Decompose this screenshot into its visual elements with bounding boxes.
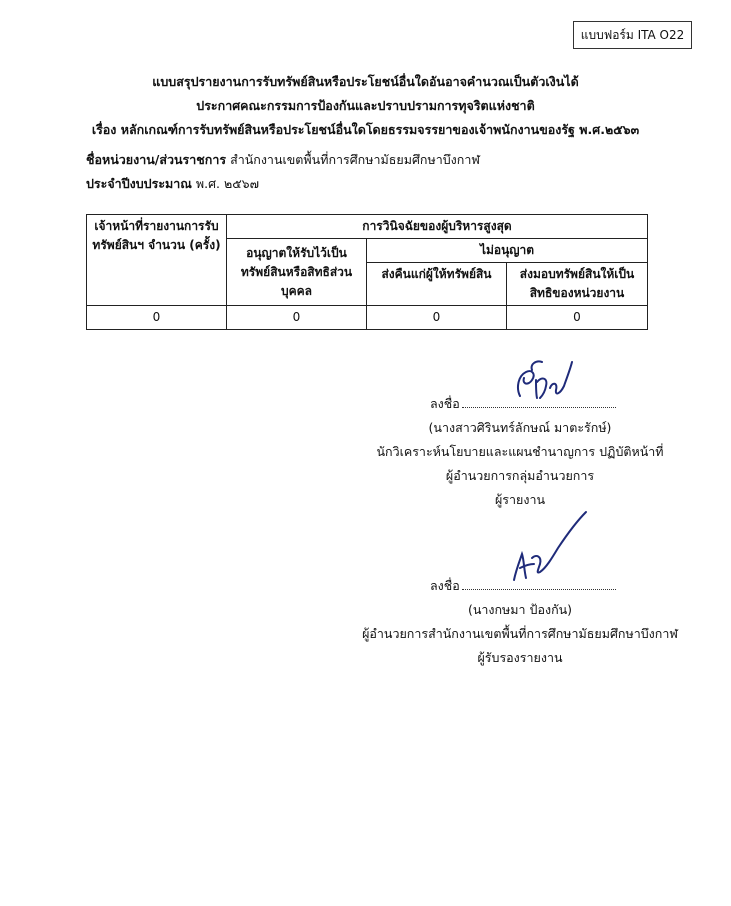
reporter-sign-line (430, 394, 616, 414)
fiscal-year-label: ประจำปีงบประมาณ (86, 176, 192, 191)
form-label-text: แบบฟอร์ม ITA O22 (580, 27, 685, 42)
form-label-box (573, 21, 692, 49)
header-allowed: อนุญาตให้รับไว้เป็นทรัพย์สินหรือสิทธิส่วนบุคคล (227, 239, 367, 306)
header-not-allowed: ไม่อนุญาต (367, 239, 648, 263)
cell-return: 0 (367, 306, 507, 330)
header-officer-count: เจ้าหน้าที่รายงานการรับทรัพย์สินฯ จำนวน (ครั้ง) (87, 215, 227, 306)
certifier-signature-image (506, 508, 590, 586)
summary-table (86, 214, 648, 330)
certifier-role: ผู้รับรองรายงาน (477, 650, 563, 665)
cell-transfer: 0 (507, 306, 648, 330)
certifier-sign-label: ลงชื่อ (430, 578, 460, 593)
certifier-name: (นางกษมา ป้องกัน) (467, 602, 573, 617)
agency-row (86, 150, 480, 170)
document-title: แบบสรุปรายงานการรับทรัพย์สินหรือประโยชน์อื่นใดอันอาจคำนวณเป็นตัวเงินได้ (152, 74, 579, 89)
certifier-sign-line (430, 576, 616, 596)
certifier-position: ผู้อำนวยการสำนักงานเขตพื้นที่การศึกษามัธยมศึกษาบึงกาฬ (362, 626, 678, 641)
announcement-line: ประกาศคณะกรรมการป้องกันและปราบปรามการทุจริตแห่งชาติ (196, 98, 535, 113)
reporter-position: นักวิเคราะห์นโยบายและแผนชำนาญการ ปฏิบัติหน้าที่ (376, 444, 664, 459)
reporter-sign-label: ลงชื่อ (430, 396, 460, 411)
agency-label: ชื่อหน่วยงาน/ส่วนราชการ (86, 152, 227, 167)
subject-line: เรื่อง หลักเกณฑ์การรับทรัพย์สินหรือประโยชน์อื่นใดโดยธรรมจรรยาของเจ้าพนักงานของรัฐ พ.ศ.๒๕๖๓ (91, 122, 640, 137)
table-row (87, 306, 648, 330)
cell-officer-count: 0 (87, 306, 227, 330)
reporter-name: (นางสาวศิรินทร์ลักษณ์ มาตะรักษ์) (428, 420, 612, 435)
agency-value: สำนักงานเขตพื้นที่การศึกษามัธยมศึกษาบึงกาฬ (230, 152, 480, 167)
signature-dotted-line (462, 395, 616, 408)
fiscal-year-value: พ.ศ. ๒๕๖๗ (195, 176, 260, 191)
signature-dotted-line (462, 577, 616, 590)
header-executive-decision: การวินิจฉัยของผู้บริหารสูงสุด (227, 215, 648, 239)
cell-allowed: 0 (227, 306, 367, 330)
reporter-position-2: ผู้อำนวยการกลุ่มอำนวยการ (445, 468, 595, 483)
fiscal-year-row (86, 174, 259, 194)
header-transfer-to-agency: ส่งมอบทรัพย์สินให้เป็นสิทธิของหน่วยงาน (507, 263, 648, 306)
reporter-role: ผู้รายงาน (494, 492, 546, 507)
header-return-to-giver: ส่งคืนแก่ผู้ให้ทรัพย์สิน (367, 263, 507, 306)
